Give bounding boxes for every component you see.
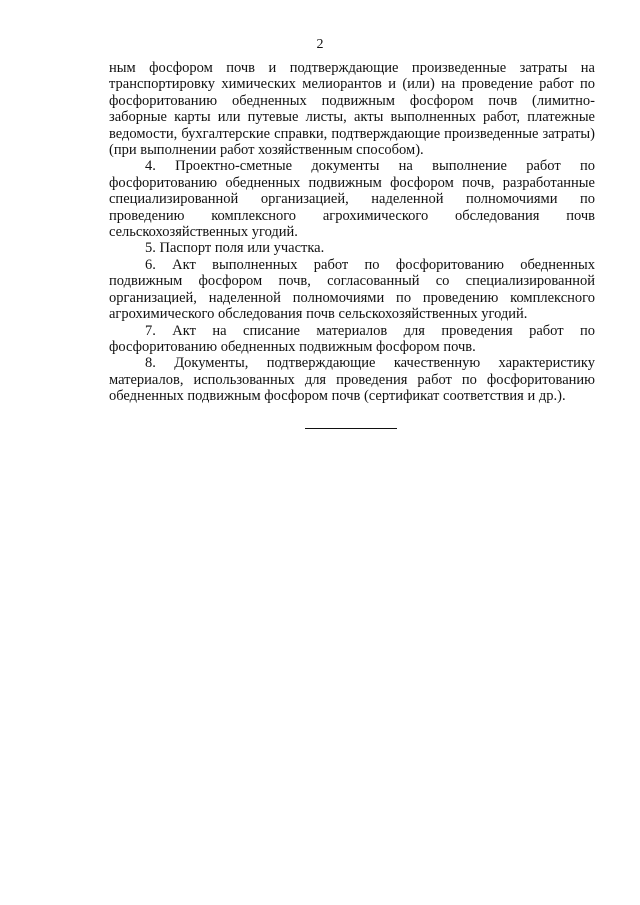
- paragraph-item-4: 4. Проектно-сметные документы на выполнение работ по фосфоритованию обедненных подвижным фосфором почв, разработанные специализированной организацией, наделенной полномочиями по проведению комплексного агрохимического обследования почв сельскохозяйственных угодий.: [109, 158, 595, 241]
- paragraph-item-7: 7. Акт на списание материалов для проведения работ по фосфоритованию обедненных подвижным фосфором почв.: [109, 322, 595, 355]
- paragraph-continuation: ным фосфором почв и подтверждающие произведенные затраты на транспортировку химических мелиорантов и (или) на проведение работ по фосфоритованию обедненных подвижным фосфором почв (лимитно-заборные карты или путевые листы, акты выполненных работ, платежные ведомости, бухгалтерские справки, подтверждающие произведенные затраты) (при выполнении работ хозяйственным способом).: [109, 60, 595, 159]
- page-number: 2: [316, 37, 324, 52]
- paragraph-item-5: 5. Паспорт поля или участка.: [145, 240, 325, 257]
- paragraph-item-6: 6. Акт выполненных работ по фосфоритованию обедненных подвижным фосфором почв, согласованный со специализированной организацией, наделенной полномочиями по проведению комплексного агрохимического обследования почв сельскохозяйственных угодий.: [109, 256, 595, 323]
- paragraph-item-8: 8. Документы, подтверждающие качественную характеристику материалов, использованных для проведения работ по фосфоритованию обедненных подвижным фосфором почв (сертификат соответствия и др.).: [109, 355, 595, 405]
- document-body: [109, 60, 595, 405]
- end-of-document-divider: [305, 428, 397, 429]
